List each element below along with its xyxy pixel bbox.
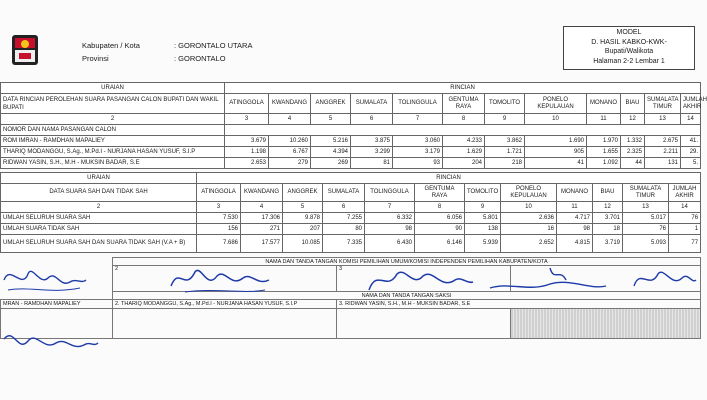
signature-mark [165,262,275,298]
vote-cell: 204 [443,158,485,169]
district-header: TOMOLITO [465,184,501,202]
col-number: 3 [197,202,241,213]
vote-cell: 3.060 [393,136,443,147]
uraian-header: URAIAN [1,83,225,94]
col-number: 4 [241,202,283,213]
district-header: MONANO [587,94,621,114]
col-number: 6 [351,114,393,125]
kabupaten-row [82,41,252,50]
vote-cell: 2.652 [501,235,557,253]
vote-cell: 5. [681,158,701,169]
vote-cell: 98 [557,224,593,235]
vote-cell: 1.721 [485,147,525,158]
signature-mark [0,325,100,361]
row-label: UMLAH SUARA TIDAK SAH [1,224,197,235]
col-number: 2 [1,202,197,213]
col-number: 9 [485,114,525,125]
vote-cell: 7.255 [323,213,365,224]
vote-cell: 3.862 [485,136,525,147]
vote-cell: 5.017 [623,213,669,224]
vote-cell: 6.056 [415,213,465,224]
col-number: 12 [621,114,645,125]
district-header: SUMALATA [351,94,393,114]
col-number: 3 [225,114,269,125]
rincian-header: RINCIAN [197,173,701,184]
table-row [1,235,701,253]
witness-name: 3. RIDWAN YASIN, S.H., M.H - MUKSIN BADAR, S.E [337,300,701,309]
col-number: 6 [323,202,365,213]
signature-mark [0,260,90,300]
vote-cell: 2.211 [645,147,681,158]
table-row [1,213,701,224]
candidate-name: ROM IMRAN - RAMDHAN MAPALIEY [1,136,225,147]
valid-votes-table [0,172,701,253]
vote-cell: 10.085 [283,235,323,253]
vote-cell: 1.655 [587,147,621,158]
col-number: 14 [669,202,701,213]
vote-cell: 18 [593,224,623,235]
vote-cell: 41 [525,158,587,169]
vote-cell: 2.675 [645,136,681,147]
vote-cell: 41. [681,136,701,147]
commission-number: 2 [113,266,337,292]
vote-cell: 1.092 [587,158,621,169]
district-header: GENTUMA RAYA [443,94,485,114]
commission-title: NAMA DAN TANDA TANGAN KOMISI PEMILIHAN UMUM/KOMISI INDEPENDEN PEMILIHAN KABUPATEN/KOTA [113,258,701,266]
vote-cell: 7.530 [197,213,241,224]
vote-cell: 2.325 [621,147,645,158]
col-number: 5 [311,114,351,125]
vote-cell: 138 [465,224,501,235]
column-number-row [1,202,701,213]
district-header: TOLINGGULA [365,184,415,202]
provinsi-label: Provinsi [82,54,109,63]
col-number: 13 [645,114,681,125]
vote-cell: 905 [525,147,587,158]
col-number: 9 [465,202,501,213]
kabupaten-value: : GORONTALO UTARA [174,41,253,50]
district-header: KWANDANG [241,184,283,202]
district-header: TOMOLITO [485,94,525,114]
district-header: SUMALATA TIMUR [623,184,669,202]
vote-cell: 4.815 [557,235,593,253]
vote-cell: 1.198 [225,147,269,158]
vote-cell: 4.233 [443,136,485,147]
candidate-name: RIDWAN YASIN, S.H., M.H - MUKSIN BADAR, S.E [1,158,225,169]
blank-hatched-area [511,309,701,339]
provinsi-row [82,54,226,63]
district-header: GENTUMA RAYA [415,184,465,202]
vote-cell: 6.146 [415,235,465,253]
col-number: 14 [681,114,701,125]
vote-cell: 207 [283,224,323,235]
vote-cell: 3.299 [351,147,393,158]
vote-cell: 80 [323,224,365,235]
vote-cell: 1.332 [621,136,645,147]
vote-cell: 6.430 [365,235,415,253]
vote-cell: 3.701 [593,213,623,224]
vote-cell: 5.216 [311,136,351,147]
signature-mark [480,262,610,298]
table-row [1,158,701,169]
district-header: ATINGGOLA [197,184,241,202]
witness-name: 2. THARIQ MODANGGU, S.Ag., M.Pd.I - NURJANA HASAN YUSUF, S.I.P [113,300,337,309]
table-title: DATA RINCIAN PEROLEHAN SUARA PASANGAN CALON BUPATI DAN WAKIL BUPATI [1,94,225,114]
vote-cell: 1.690 [525,136,587,147]
col-number: 12 [593,202,623,213]
vote-cell: 3.179 [393,147,443,158]
vote-cell: 17.306 [241,213,283,224]
district-header: ANGGREK [311,94,351,114]
district-header: ATINGGOLA [225,94,269,114]
vote-cell: 98 [365,224,415,235]
vote-cell: 5.801 [465,213,501,224]
vote-cell: 17.577 [241,235,283,253]
vote-cell: 1.629 [443,147,485,158]
district-header: TOLINGGULA [393,94,443,114]
kabupaten-label: Kabupaten / Kota [82,41,140,50]
vote-cell: 4.394 [311,147,351,158]
vote-cell: 16 [501,224,557,235]
col-number: 8 [415,202,465,213]
column-number-row [1,114,701,125]
vote-cell: 2.653 [225,158,269,169]
vote-cell: 2.636 [501,213,557,224]
col-number: 11 [587,114,621,125]
district-header: SUMALATA [323,184,365,202]
col-number: 5 [283,202,323,213]
table-title: DATA SUARA SAH DAN TIDAK SAH [1,184,197,202]
model-line: D. HASIL KABKO-KWK- [591,38,667,46]
vote-cell: 6.332 [365,213,415,224]
col-number: 7 [365,202,415,213]
district-header: SUMALATA TIMUR [645,94,681,114]
col-number: 7 [393,114,443,125]
vote-cell: 81 [351,158,393,169]
vote-cell: 271 [241,224,283,235]
model-line: Halaman 2-2 Lembar 1 [593,57,665,65]
section-label: NOMOR DAN NAMA PASANGAN CALON [1,125,225,136]
vote-cell: 4.717 [557,213,593,224]
witness-title: NAMA DAN TANDA TANGAN SAKSI [113,292,701,300]
vote-cell: 1 [669,224,701,235]
district-header: KWANDANG [269,94,311,114]
vote-cell: 76 [623,224,669,235]
vote-cell: 9.878 [283,213,323,224]
vote-cell: 6.767 [269,147,311,158]
district-header: JUMLAH AKHIR [669,184,701,202]
commission-number: 3 [337,266,511,292]
col-number: 13 [623,202,669,213]
table-row [1,224,701,235]
vote-cell: 3.875 [351,136,393,147]
vote-cell: 1.970 [587,136,621,147]
vote-cell: 5.093 [623,235,669,253]
district-header: JUMLAH AKHIR [681,94,701,114]
vote-cell: 218 [485,158,525,169]
vote-cell: 279 [269,158,311,169]
district-header: PONELO KEPULAUAN [525,94,587,114]
district-header: MONANO [557,184,593,202]
district-header: BIAU [621,94,645,114]
table-row [1,147,701,158]
vote-cell: 90 [415,224,465,235]
vote-cell: 29. [681,147,701,158]
kpu-logo [10,33,40,67]
uraian-header: URAIAN [1,173,197,184]
col-number: 4 [269,114,311,125]
vote-cell: 7.686 [197,235,241,253]
vote-cell: 3.679 [225,136,269,147]
district-header: PONELO KEPULAUAN [501,184,557,202]
table-row [1,136,701,147]
vote-cell: 77 [669,235,701,253]
vote-cell: 10.260 [269,136,311,147]
witness-name: MRAN - RAMDHAN MAPALIEY [1,300,113,309]
col-number: 10 [501,202,557,213]
model-box [563,26,695,70]
vote-cell: 76 [669,213,701,224]
vote-cell: 131 [645,158,681,169]
vote-cell: 269 [311,158,351,169]
candidate-name: THARIQ MODANGGU, S.Ag., M.Pd.I - NURJANA HASAN YUSUF, S.I.P [1,147,225,158]
provinsi-value: : GORONTALO [174,54,226,63]
district-header: BIAU [593,184,623,202]
rincian-header: RINCIAN [225,83,701,94]
col-number: 10 [525,114,587,125]
col-number: 8 [443,114,485,125]
vote-cell: 93 [393,158,443,169]
signature-mark [630,262,698,298]
model-line: Bupati/Walikota [604,48,654,55]
vote-cell: 156 [197,224,241,235]
district-header: ANGGREK [283,184,323,202]
vote-cell: 44 [621,158,645,169]
row-label: UMLAH SELURUH SUARA SAH DAN SUARA TIDAK SAH (V.A + B) [1,235,197,253]
col-number: 2 [1,114,225,125]
vote-cell: 7.335 [323,235,365,253]
col-number: 11 [557,202,593,213]
vote-details-table [0,82,707,169]
row-label: UMLAH SELURUH SUARA SAH [1,213,197,224]
model-line: MODEL [616,29,642,36]
vote-cell: 3.719 [593,235,623,253]
vote-cell: 5.939 [465,235,501,253]
signature-mark [365,262,475,298]
